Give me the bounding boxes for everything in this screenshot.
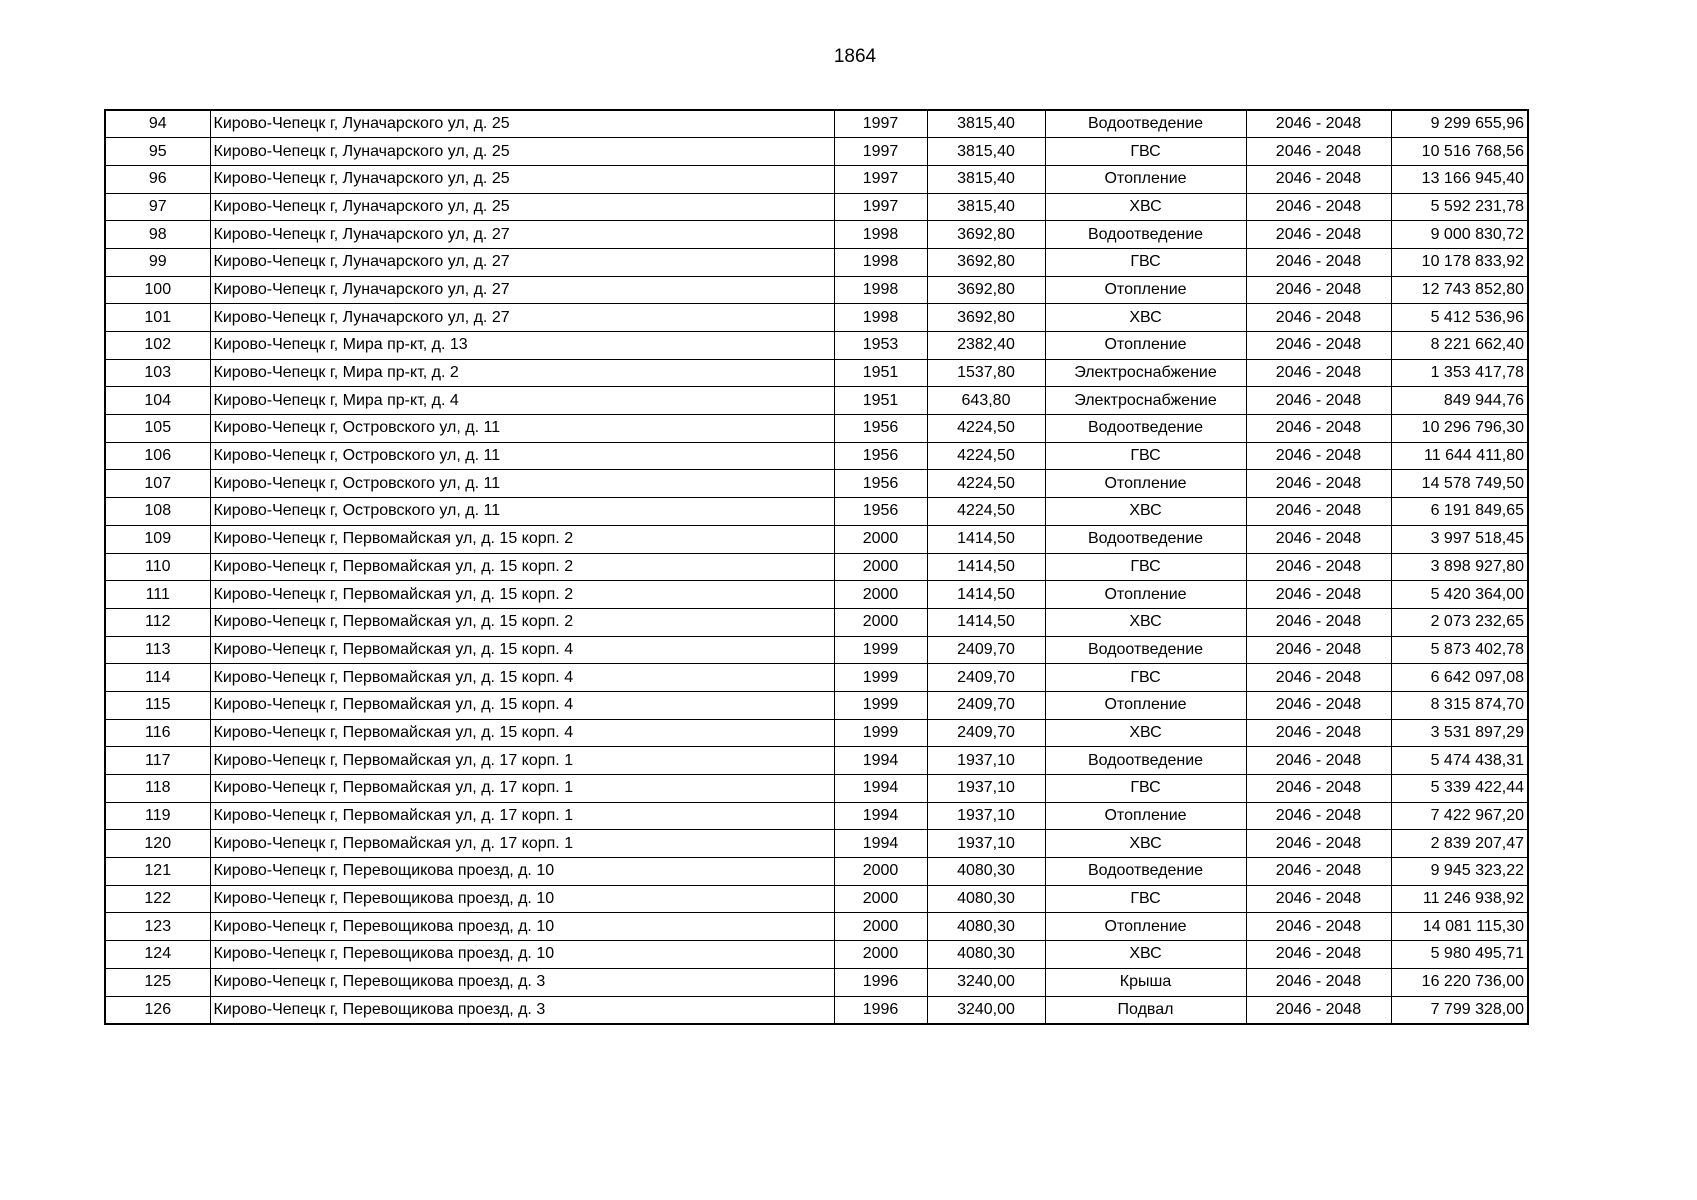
cost-cell: 2 839 207,47 bbox=[1391, 830, 1528, 858]
area-cell: 1537,80 bbox=[927, 359, 1045, 387]
cost-cell: 13 166 945,40 bbox=[1391, 165, 1528, 193]
cost-cell: 16 220 736,00 bbox=[1391, 968, 1528, 996]
table-row bbox=[105, 248, 1528, 276]
row-number-cell: 122 bbox=[105, 885, 210, 913]
cost-cell: 8 315 874,70 bbox=[1391, 691, 1528, 719]
address-cell: Кирово-Чепецк г, Луначарского ул, д. 27 bbox=[210, 276, 834, 304]
period-cell: 2046 - 2048 bbox=[1246, 830, 1391, 858]
row-number-cell: 124 bbox=[105, 941, 210, 969]
period-cell: 2046 - 2048 bbox=[1246, 332, 1391, 360]
work-type-cell: Водоотведение bbox=[1045, 415, 1246, 443]
cost-cell: 10 178 833,92 bbox=[1391, 248, 1528, 276]
cost-cell: 5 474 438,31 bbox=[1391, 747, 1528, 775]
address-cell: Кирово-Чепецк г, Луначарского ул, д. 27 bbox=[210, 304, 834, 332]
row-number-cell: 116 bbox=[105, 719, 210, 747]
row-number-cell: 114 bbox=[105, 664, 210, 692]
row-number-cell: 113 bbox=[105, 636, 210, 664]
row-number-cell: 117 bbox=[105, 747, 210, 775]
cost-cell: 10 296 796,30 bbox=[1391, 415, 1528, 443]
address-cell: Кирово-Чепецк г, Перевощикова проезд, д. 10 bbox=[210, 941, 834, 969]
address-cell: Кирово-Чепецк г, Перевощикова проезд, д. 3 bbox=[210, 996, 834, 1024]
period-cell: 2046 - 2048 bbox=[1246, 110, 1391, 138]
table-row bbox=[105, 470, 1528, 498]
work-type-cell: Водоотведение bbox=[1045, 636, 1246, 664]
period-cell: 2046 - 2048 bbox=[1246, 525, 1391, 553]
period-cell: 2046 - 2048 bbox=[1246, 553, 1391, 581]
cost-cell: 7 422 967,20 bbox=[1391, 802, 1528, 830]
work-type-cell: ХВС bbox=[1045, 193, 1246, 221]
year-cell: 1994 bbox=[834, 830, 927, 858]
area-cell: 4224,50 bbox=[927, 498, 1045, 526]
period-cell: 2046 - 2048 bbox=[1246, 664, 1391, 692]
year-cell: 1999 bbox=[834, 719, 927, 747]
year-cell: 1997 bbox=[834, 110, 927, 138]
period-cell: 2046 - 2048 bbox=[1246, 719, 1391, 747]
area-cell: 643,80 bbox=[927, 387, 1045, 415]
row-number-cell: 99 bbox=[105, 248, 210, 276]
cost-cell: 3 531 897,29 bbox=[1391, 719, 1528, 747]
area-cell: 1937,10 bbox=[927, 775, 1045, 803]
area-cell: 2409,70 bbox=[927, 719, 1045, 747]
period-cell: 2046 - 2048 bbox=[1246, 802, 1391, 830]
address-cell: Кирово-Чепецк г, Луначарского ул, д. 27 bbox=[210, 221, 834, 249]
table-row bbox=[105, 525, 1528, 553]
cost-cell: 5 980 495,71 bbox=[1391, 941, 1528, 969]
page-number: 1864 bbox=[833, 46, 877, 67]
address-cell: Кирово-Чепецк г, Перевощикова проезд, д. 10 bbox=[210, 913, 834, 941]
year-cell: 2000 bbox=[834, 553, 927, 581]
row-number-cell: 112 bbox=[105, 608, 210, 636]
address-cell: Кирово-Чепецк г, Первомайская ул, д. 15 корп. 4 bbox=[210, 719, 834, 747]
row-number-cell: 111 bbox=[105, 581, 210, 609]
address-cell: Кирово-Чепецк г, Луначарского ул, д. 25 bbox=[210, 138, 834, 166]
year-cell: 1998 bbox=[834, 221, 927, 249]
year-cell: 1994 bbox=[834, 747, 927, 775]
address-cell: Кирово-Чепецк г, Первомайская ул, д. 15 корп. 2 bbox=[210, 581, 834, 609]
row-number-cell: 125 bbox=[105, 968, 210, 996]
period-cell: 2046 - 2048 bbox=[1246, 387, 1391, 415]
period-cell: 2046 - 2048 bbox=[1246, 996, 1391, 1024]
area-cell: 3815,40 bbox=[927, 165, 1045, 193]
year-cell: 1999 bbox=[834, 664, 927, 692]
work-type-cell: Отопление bbox=[1045, 691, 1246, 719]
table-row bbox=[105, 498, 1528, 526]
address-cell: Кирово-Чепецк г, Первомайская ул, д. 15 корп. 4 bbox=[210, 691, 834, 719]
row-number-cell: 98 bbox=[105, 221, 210, 249]
cost-cell: 11 246 938,92 bbox=[1391, 885, 1528, 913]
row-number-cell: 101 bbox=[105, 304, 210, 332]
table-row bbox=[105, 996, 1528, 1024]
address-cell: Кирово-Чепецк г, Луначарского ул, д. 25 bbox=[210, 110, 834, 138]
address-cell: Кирово-Чепецк г, Первомайская ул, д. 15 корп. 4 bbox=[210, 636, 834, 664]
year-cell: 2000 bbox=[834, 525, 927, 553]
area-cell: 2382,40 bbox=[927, 332, 1045, 360]
year-cell: 1998 bbox=[834, 276, 927, 304]
address-cell: Кирово-Чепецк г, Мира пр-кт, д. 13 bbox=[210, 332, 834, 360]
work-type-cell: ГВС bbox=[1045, 248, 1246, 276]
cost-cell: 849 944,76 bbox=[1391, 387, 1528, 415]
cost-cell: 6 642 097,08 bbox=[1391, 664, 1528, 692]
year-cell: 1996 bbox=[834, 996, 927, 1024]
cost-cell: 9 945 323,22 bbox=[1391, 858, 1528, 886]
work-type-cell: Отопление bbox=[1045, 802, 1246, 830]
year-cell: 2000 bbox=[834, 608, 927, 636]
address-cell: Кирово-Чепецк г, Первомайская ул, д. 17 корп. 1 bbox=[210, 775, 834, 803]
period-cell: 2046 - 2048 bbox=[1246, 165, 1391, 193]
year-cell: 1994 bbox=[834, 775, 927, 803]
area-cell: 3815,40 bbox=[927, 110, 1045, 138]
period-cell: 2046 - 2048 bbox=[1246, 775, 1391, 803]
row-number-cell: 106 bbox=[105, 442, 210, 470]
area-cell: 4080,30 bbox=[927, 941, 1045, 969]
cost-cell: 2 073 232,65 bbox=[1391, 608, 1528, 636]
work-type-cell: Подвал bbox=[1045, 996, 1246, 1024]
table-row bbox=[105, 110, 1528, 138]
area-cell: 2409,70 bbox=[927, 691, 1045, 719]
period-cell: 2046 - 2048 bbox=[1246, 858, 1391, 886]
cost-cell: 5 420 364,00 bbox=[1391, 581, 1528, 609]
cost-cell: 10 516 768,56 bbox=[1391, 138, 1528, 166]
area-cell: 4224,50 bbox=[927, 470, 1045, 498]
table-row bbox=[105, 913, 1528, 941]
table-row bbox=[105, 941, 1528, 969]
row-number-cell: 95 bbox=[105, 138, 210, 166]
row-number-cell: 103 bbox=[105, 359, 210, 387]
area-cell: 3692,80 bbox=[927, 221, 1045, 249]
year-cell: 2000 bbox=[834, 941, 927, 969]
row-number-cell: 105 bbox=[105, 415, 210, 443]
address-cell: Кирово-Чепецк г, Первомайская ул, д. 15 корп. 4 bbox=[210, 664, 834, 692]
row-number-cell: 123 bbox=[105, 913, 210, 941]
address-cell: Кирово-Чепецк г, Перевощикова проезд, д. 3 bbox=[210, 968, 834, 996]
year-cell: 1998 bbox=[834, 304, 927, 332]
area-cell: 3692,80 bbox=[927, 304, 1045, 332]
address-cell: Кирово-Чепецк г, Мира пр-кт, д. 2 bbox=[210, 359, 834, 387]
area-cell: 4224,50 bbox=[927, 442, 1045, 470]
cost-cell: 9 299 655,96 bbox=[1391, 110, 1528, 138]
year-cell: 1951 bbox=[834, 387, 927, 415]
cost-cell: 5 873 402,78 bbox=[1391, 636, 1528, 664]
area-cell: 1937,10 bbox=[927, 830, 1045, 858]
work-type-cell: Электроснабжение bbox=[1045, 387, 1246, 415]
row-number-cell: 97 bbox=[105, 193, 210, 221]
area-cell: 2409,70 bbox=[927, 636, 1045, 664]
work-type-cell: ГВС bbox=[1045, 138, 1246, 166]
period-cell: 2046 - 2048 bbox=[1246, 359, 1391, 387]
data-table bbox=[104, 109, 1529, 1025]
year-cell: 1999 bbox=[834, 636, 927, 664]
work-type-cell: Водоотведение bbox=[1045, 747, 1246, 775]
cost-cell: 12 743 852,80 bbox=[1391, 276, 1528, 304]
period-cell: 2046 - 2048 bbox=[1246, 581, 1391, 609]
table-row bbox=[105, 581, 1528, 609]
table-row bbox=[105, 193, 1528, 221]
address-cell: Кирово-Чепецк г, Первомайская ул, д. 15 корп. 2 bbox=[210, 525, 834, 553]
address-cell: Кирово-Чепецк г, Мира пр-кт, д. 4 bbox=[210, 387, 834, 415]
row-number-cell: 104 bbox=[105, 387, 210, 415]
address-cell: Кирово-Чепецк г, Островского ул, д. 11 bbox=[210, 442, 834, 470]
area-cell: 1937,10 bbox=[927, 802, 1045, 830]
area-cell: 4224,50 bbox=[927, 415, 1045, 443]
address-cell: Кирово-Чепецк г, Первомайская ул, д. 15 корп. 2 bbox=[210, 608, 834, 636]
area-cell: 1937,10 bbox=[927, 747, 1045, 775]
area-cell: 3815,40 bbox=[927, 193, 1045, 221]
table-row bbox=[105, 165, 1528, 193]
address-cell: Кирово-Чепецк г, Островского ул, д. 11 bbox=[210, 470, 834, 498]
table-row bbox=[105, 553, 1528, 581]
work-type-cell: ХВС bbox=[1045, 498, 1246, 526]
table-row bbox=[105, 304, 1528, 332]
row-number-cell: 109 bbox=[105, 525, 210, 553]
work-type-cell: ХВС bbox=[1045, 608, 1246, 636]
period-cell: 2046 - 2048 bbox=[1246, 608, 1391, 636]
area-cell: 1414,50 bbox=[927, 553, 1045, 581]
address-cell: Кирово-Чепецк г, Первомайская ул, д. 15 корп. 2 bbox=[210, 553, 834, 581]
row-number-cell: 100 bbox=[105, 276, 210, 304]
work-type-cell: Отопление bbox=[1045, 470, 1246, 498]
address-cell: Кирово-Чепецк г, Первомайская ул, д. 17 корп. 1 bbox=[210, 802, 834, 830]
row-number-cell: 94 bbox=[105, 110, 210, 138]
area-cell: 1414,50 bbox=[927, 525, 1045, 553]
year-cell: 1956 bbox=[834, 498, 927, 526]
period-cell: 2046 - 2048 bbox=[1246, 913, 1391, 941]
address-cell: Кирово-Чепецк г, Островского ул, д. 11 bbox=[210, 498, 834, 526]
work-type-cell: ГВС bbox=[1045, 442, 1246, 470]
work-type-cell: ГВС bbox=[1045, 553, 1246, 581]
table-row bbox=[105, 775, 1528, 803]
area-cell: 2409,70 bbox=[927, 664, 1045, 692]
table-row bbox=[105, 442, 1528, 470]
row-number-cell: 108 bbox=[105, 498, 210, 526]
cost-cell: 11 644 411,80 bbox=[1391, 442, 1528, 470]
row-number-cell: 121 bbox=[105, 858, 210, 886]
work-type-cell: Отопление bbox=[1045, 581, 1246, 609]
area-cell: 3240,00 bbox=[927, 968, 1045, 996]
address-cell: Кирово-Чепецк г, Первомайская ул, д. 17 корп. 1 bbox=[210, 830, 834, 858]
table-row bbox=[105, 747, 1528, 775]
work-type-cell: Водоотведение bbox=[1045, 525, 1246, 553]
row-number-cell: 96 bbox=[105, 165, 210, 193]
row-number-cell: 110 bbox=[105, 553, 210, 581]
table-row bbox=[105, 858, 1528, 886]
year-cell: 2000 bbox=[834, 913, 927, 941]
area-cell: 3692,80 bbox=[927, 248, 1045, 276]
table-row bbox=[105, 415, 1528, 443]
year-cell: 1956 bbox=[834, 470, 927, 498]
period-cell: 2046 - 2048 bbox=[1246, 276, 1391, 304]
work-type-cell: Водоотведение bbox=[1045, 858, 1246, 886]
period-cell: 2046 - 2048 bbox=[1246, 636, 1391, 664]
table-row bbox=[105, 968, 1528, 996]
work-type-cell: ГВС bbox=[1045, 775, 1246, 803]
period-cell: 2046 - 2048 bbox=[1246, 691, 1391, 719]
cost-cell: 5 592 231,78 bbox=[1391, 193, 1528, 221]
address-cell: Кирово-Чепецк г, Луначарского ул, д. 27 bbox=[210, 248, 834, 276]
table-row bbox=[105, 885, 1528, 913]
table-row bbox=[105, 138, 1528, 166]
table-row bbox=[105, 359, 1528, 387]
cost-cell: 7 799 328,00 bbox=[1391, 996, 1528, 1024]
address-cell: Кирово-Чепецк г, Первомайская ул, д. 17 корп. 1 bbox=[210, 747, 834, 775]
table-row bbox=[105, 691, 1528, 719]
table-row bbox=[105, 221, 1528, 249]
area-cell: 3240,00 bbox=[927, 996, 1045, 1024]
period-cell: 2046 - 2048 bbox=[1246, 885, 1391, 913]
period-cell: 2046 - 2048 bbox=[1246, 193, 1391, 221]
year-cell: 1951 bbox=[834, 359, 927, 387]
year-cell: 1997 bbox=[834, 193, 927, 221]
row-number-cell: 118 bbox=[105, 775, 210, 803]
area-cell: 4080,30 bbox=[927, 913, 1045, 941]
work-type-cell: Электроснабжение bbox=[1045, 359, 1246, 387]
year-cell: 2000 bbox=[834, 885, 927, 913]
address-cell: Кирово-Чепецк г, Луначарского ул, д. 25 bbox=[210, 165, 834, 193]
work-type-cell: ХВС bbox=[1045, 830, 1246, 858]
row-number-cell: 120 bbox=[105, 830, 210, 858]
work-type-cell: Отопление bbox=[1045, 276, 1246, 304]
row-number-cell: 115 bbox=[105, 691, 210, 719]
work-type-cell: ХВС bbox=[1045, 304, 1246, 332]
year-cell: 1953 bbox=[834, 332, 927, 360]
area-cell: 1414,50 bbox=[927, 581, 1045, 609]
row-number-cell: 107 bbox=[105, 470, 210, 498]
year-cell: 1999 bbox=[834, 691, 927, 719]
address-cell: Кирово-Чепецк г, Луначарского ул, д. 25 bbox=[210, 193, 834, 221]
table-row bbox=[105, 802, 1528, 830]
period-cell: 2046 - 2048 bbox=[1246, 941, 1391, 969]
area-cell: 3692,80 bbox=[927, 276, 1045, 304]
year-cell: 2000 bbox=[834, 581, 927, 609]
work-type-cell: Водоотведение bbox=[1045, 221, 1246, 249]
cost-cell: 5 339 422,44 bbox=[1391, 775, 1528, 803]
year-cell: 1956 bbox=[834, 415, 927, 443]
table-body bbox=[105, 110, 1528, 1024]
address-cell: Кирово-Чепецк г, Перевощикова проезд, д. 10 bbox=[210, 858, 834, 886]
period-cell: 2046 - 2048 bbox=[1246, 470, 1391, 498]
cost-cell: 8 221 662,40 bbox=[1391, 332, 1528, 360]
year-cell: 1996 bbox=[834, 968, 927, 996]
table-row bbox=[105, 387, 1528, 415]
cost-cell: 3 898 927,80 bbox=[1391, 553, 1528, 581]
cost-cell: 5 412 536,96 bbox=[1391, 304, 1528, 332]
period-cell: 2046 - 2048 bbox=[1246, 304, 1391, 332]
work-type-cell: Водоотведение bbox=[1045, 110, 1246, 138]
work-type-cell: ГВС bbox=[1045, 664, 1246, 692]
year-cell: 1997 bbox=[834, 165, 927, 193]
work-type-cell: Отопление bbox=[1045, 165, 1246, 193]
table-row bbox=[105, 608, 1528, 636]
area-cell: 1414,50 bbox=[927, 608, 1045, 636]
address-cell: Кирово-Чепецк г, Островского ул, д. 11 bbox=[210, 415, 834, 443]
row-number-cell: 126 bbox=[105, 996, 210, 1024]
cost-cell: 14 578 749,50 bbox=[1391, 470, 1528, 498]
period-cell: 2046 - 2048 bbox=[1246, 968, 1391, 996]
area-cell: 4080,30 bbox=[927, 858, 1045, 886]
table-row bbox=[105, 719, 1528, 747]
cost-cell: 3 997 518,45 bbox=[1391, 525, 1528, 553]
year-cell: 1998 bbox=[834, 248, 927, 276]
table-row bbox=[105, 830, 1528, 858]
area-cell: 3815,40 bbox=[927, 138, 1045, 166]
area-cell: 4080,30 bbox=[927, 885, 1045, 913]
address-cell: Кирово-Чепецк г, Перевощикова проезд, д. 10 bbox=[210, 885, 834, 913]
row-number-cell: 119 bbox=[105, 802, 210, 830]
work-type-cell: Крыша bbox=[1045, 968, 1246, 996]
period-cell: 2046 - 2048 bbox=[1246, 442, 1391, 470]
period-cell: 2046 - 2048 bbox=[1246, 138, 1391, 166]
cost-cell: 14 081 115,30 bbox=[1391, 913, 1528, 941]
period-cell: 2046 - 2048 bbox=[1246, 498, 1391, 526]
table-row bbox=[105, 664, 1528, 692]
table-row bbox=[105, 276, 1528, 304]
cost-cell: 1 353 417,78 bbox=[1391, 359, 1528, 387]
cost-cell: 9 000 830,72 bbox=[1391, 221, 1528, 249]
period-cell: 2046 - 2048 bbox=[1246, 248, 1391, 276]
table-row bbox=[105, 332, 1528, 360]
period-cell: 2046 - 2048 bbox=[1246, 221, 1391, 249]
year-cell: 2000 bbox=[834, 858, 927, 886]
period-cell: 2046 - 2048 bbox=[1246, 415, 1391, 443]
year-cell: 1994 bbox=[834, 802, 927, 830]
cost-cell: 6 191 849,65 bbox=[1391, 498, 1528, 526]
work-type-cell: ГВС bbox=[1045, 885, 1246, 913]
work-type-cell: Отопление bbox=[1045, 332, 1246, 360]
period-cell: 2046 - 2048 bbox=[1246, 747, 1391, 775]
table-row bbox=[105, 636, 1528, 664]
year-cell: 1997 bbox=[834, 138, 927, 166]
row-number-cell: 102 bbox=[105, 332, 210, 360]
year-cell: 1956 bbox=[834, 442, 927, 470]
work-type-cell: Отопление bbox=[1045, 913, 1246, 941]
work-type-cell: ХВС bbox=[1045, 941, 1246, 969]
work-type-cell: ХВС bbox=[1045, 719, 1246, 747]
